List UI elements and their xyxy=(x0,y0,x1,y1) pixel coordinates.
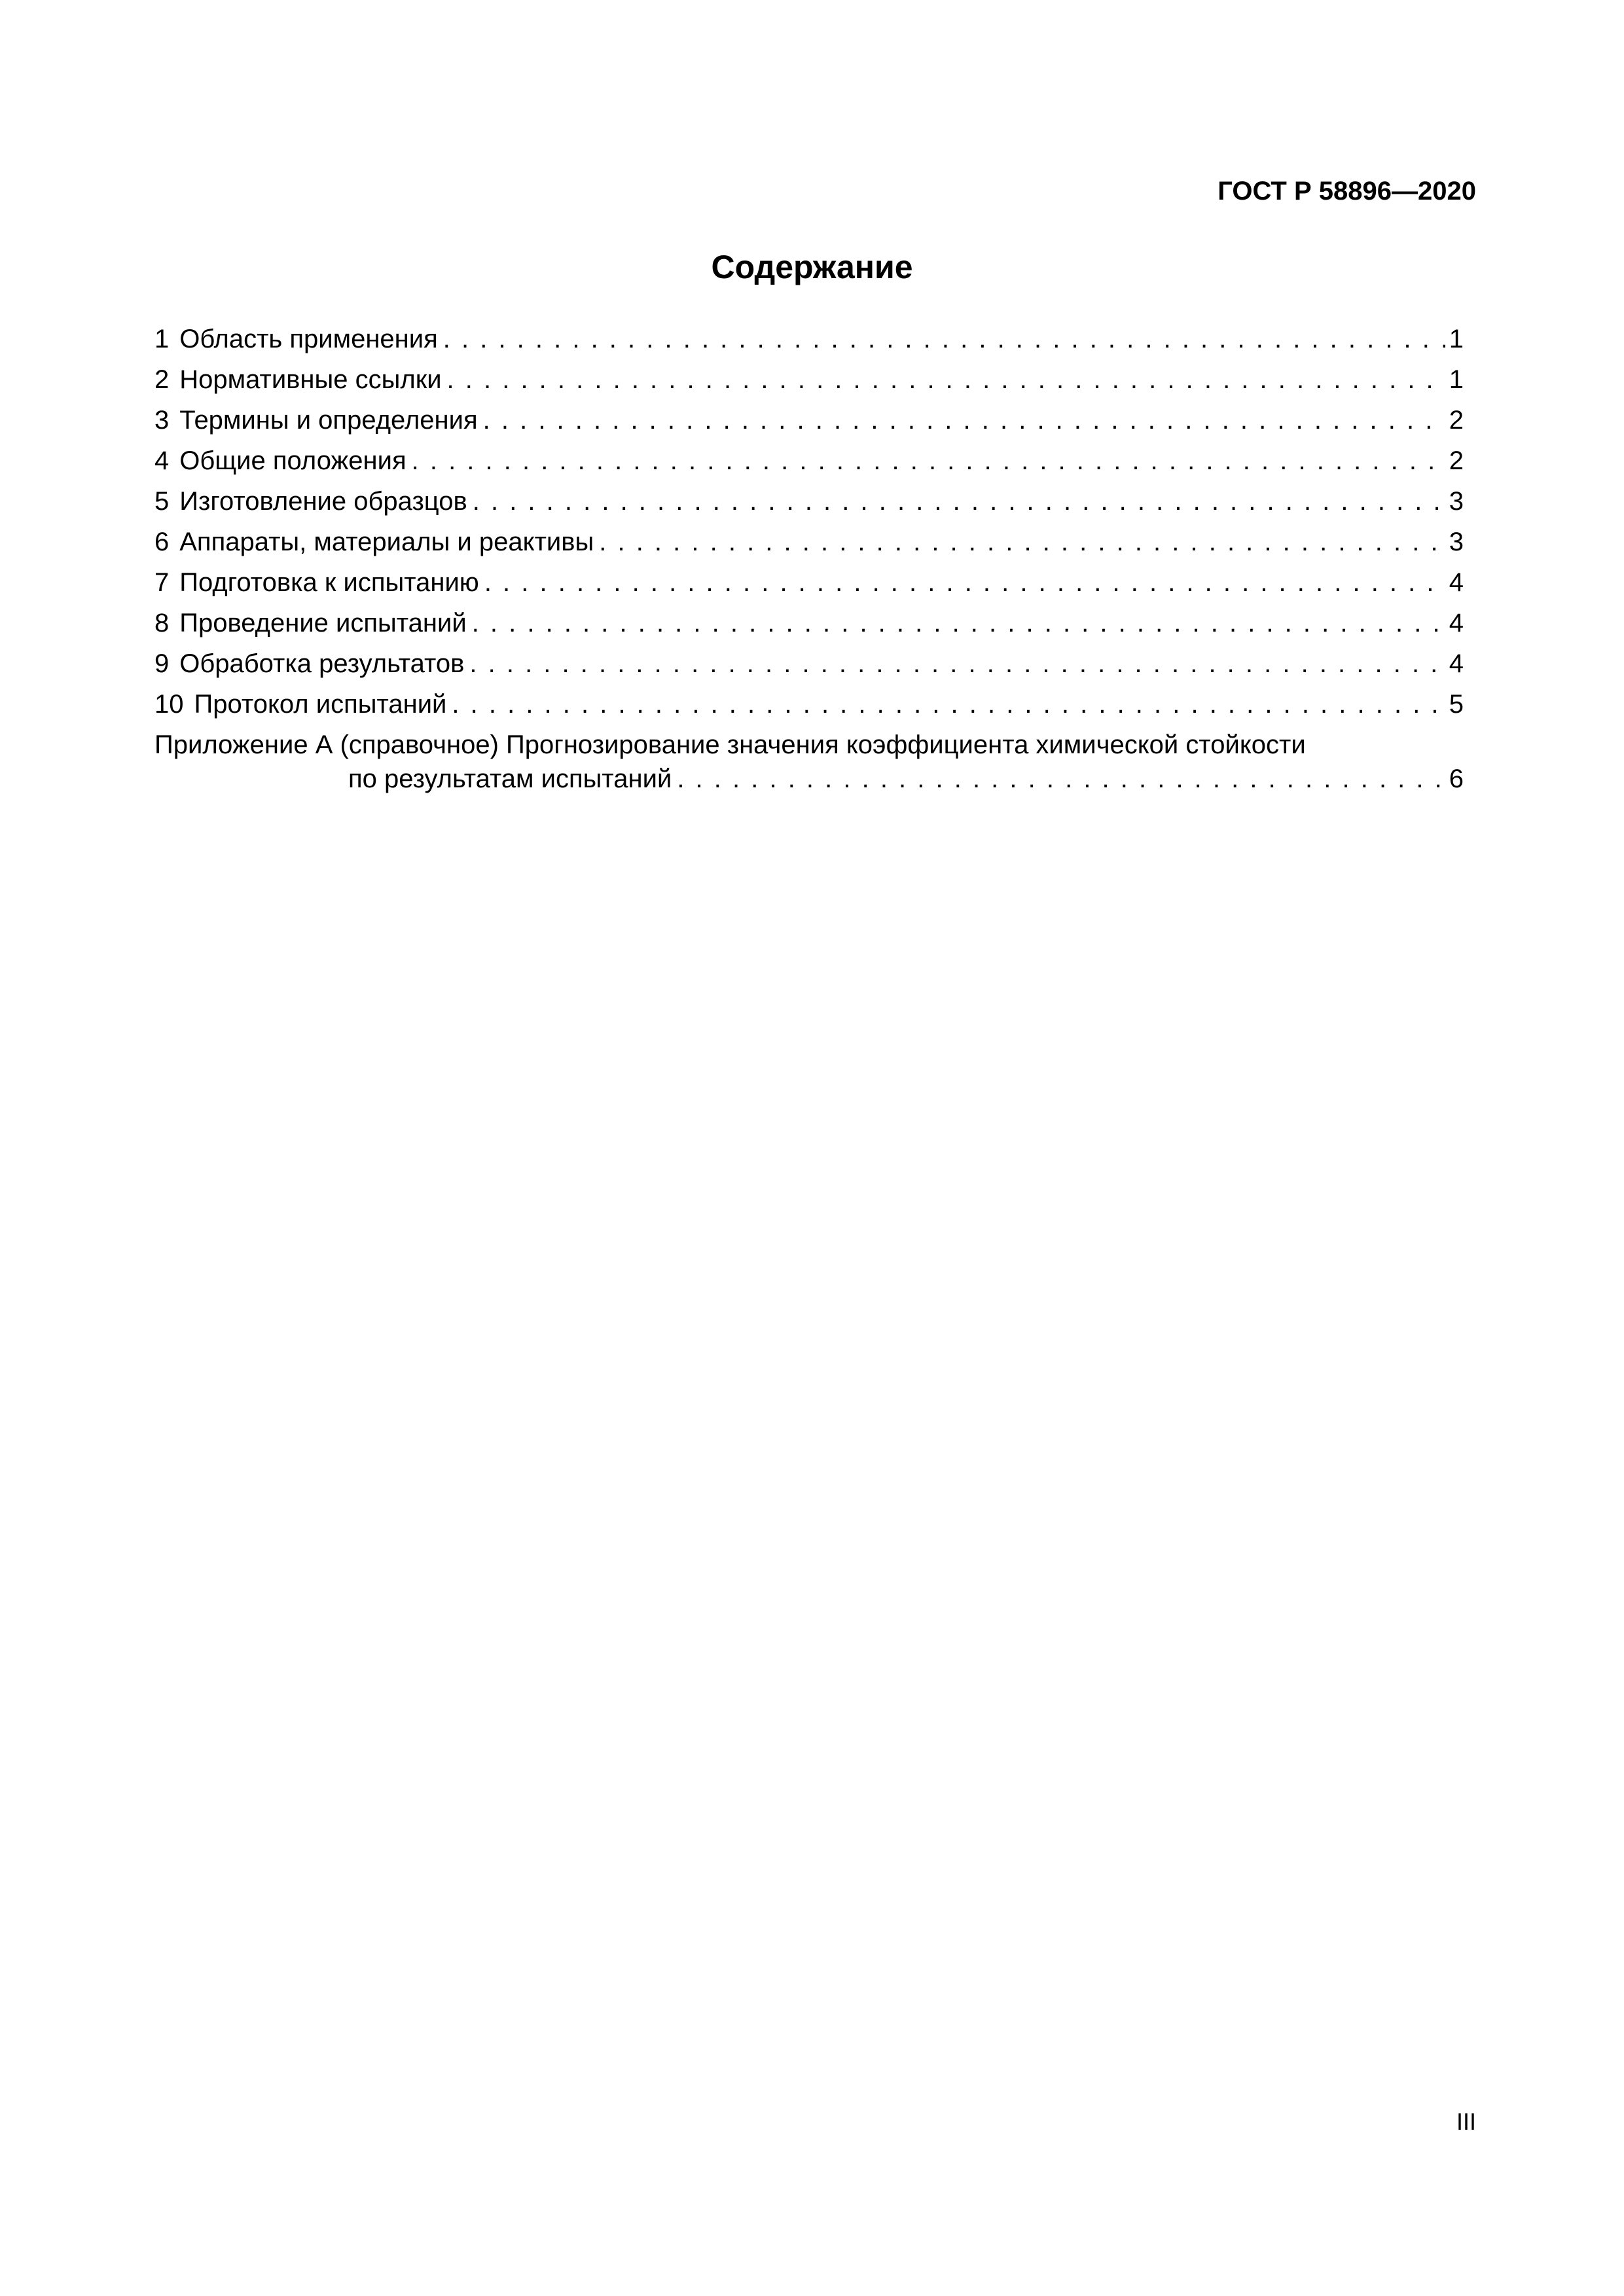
toc-entry-number: 6 xyxy=(154,528,170,556)
document-code: ГОСТ Р 58896—2020 xyxy=(1218,177,1476,206)
toc-entry-number: 8 xyxy=(154,609,170,637)
toc-entry-page: 4 xyxy=(1449,649,1464,678)
toc-entry-label: Аппараты, материалы и реактивы xyxy=(179,528,594,556)
dot-leader xyxy=(412,440,1445,481)
dot-leader xyxy=(483,400,1445,440)
toc-entry-8[interactable] xyxy=(154,603,1464,643)
dot-leader xyxy=(472,603,1445,643)
toc-entry-page: 5 xyxy=(1449,690,1464,719)
toc-entry-page: 6 xyxy=(1449,764,1464,793)
toc-entry-page: 2 xyxy=(1449,406,1464,435)
dot-leader xyxy=(443,319,1445,359)
table-of-contents xyxy=(154,319,1464,797)
appendix-title-line1: Приложение А (справочное) Прогнозирование значения коэффициента химической стойкости xyxy=(154,730,1306,759)
toc-entry-appendix-a[interactable] xyxy=(154,728,1464,797)
toc-entry-number: 1 xyxy=(154,325,170,353)
toc-entry-number: 7 xyxy=(154,568,170,597)
toc-entry-1[interactable] xyxy=(154,319,1464,359)
toc-entry-label: Область применения xyxy=(179,325,438,353)
appendix-title-line2: по результатам испытаний xyxy=(348,764,672,793)
toc-entry-10[interactable] xyxy=(154,684,1464,725)
toc-title: Содержание xyxy=(711,249,913,285)
toc-entry-number: 9 xyxy=(154,649,170,678)
toc-entry-label: Протокол испытаний xyxy=(194,690,447,719)
dot-leader xyxy=(473,481,1445,522)
toc-entry-6[interactable] xyxy=(154,522,1464,562)
toc-entry-2[interactable] xyxy=(154,359,1464,400)
dot-leader xyxy=(469,643,1445,684)
toc-entry-4[interactable] xyxy=(154,440,1464,481)
toc-entry-7[interactable] xyxy=(154,562,1464,603)
toc-entry-9[interactable] xyxy=(154,643,1464,684)
toc-entry-page: 2 xyxy=(1449,446,1464,475)
toc-entry-label: Обработка результатов xyxy=(179,649,465,678)
toc-entry-label: Подготовка к испытанию xyxy=(179,568,479,597)
dot-leader xyxy=(452,684,1445,725)
dot-leader xyxy=(599,522,1445,562)
toc-entry-label: Нормативные ссылки xyxy=(179,365,442,394)
toc-entry-page: 1 xyxy=(1449,365,1464,394)
toc-entry-5[interactable] xyxy=(154,481,1464,522)
toc-entry-number: 3 xyxy=(154,406,170,435)
toc-entry-label: Общие положения xyxy=(179,446,406,475)
toc-entry-page: 3 xyxy=(1449,487,1464,516)
dot-leader xyxy=(447,359,1445,400)
toc-entry-page: 4 xyxy=(1449,609,1464,637)
toc-entry-label: Изготовление образцов xyxy=(179,487,467,516)
dot-leader xyxy=(484,562,1445,603)
toc-entry-page: 1 xyxy=(1449,325,1464,353)
toc-entry-number: 2 xyxy=(154,365,170,394)
toc-entry-page: 3 xyxy=(1449,528,1464,556)
toc-entry-label: Проведение испытаний xyxy=(179,609,467,637)
dot-leader xyxy=(677,761,1445,802)
appendix-title-line2-row xyxy=(154,761,1464,797)
page-number: III xyxy=(1456,2108,1476,2135)
toc-entry-label: Термины и определения xyxy=(179,406,478,435)
toc-entry-number: 5 xyxy=(154,487,170,516)
toc-entry-number: 4 xyxy=(154,446,170,475)
toc-entry-page: 4 xyxy=(1449,568,1464,597)
toc-entry-3[interactable] xyxy=(154,400,1464,440)
toc-entry-number: 10 xyxy=(154,690,184,719)
